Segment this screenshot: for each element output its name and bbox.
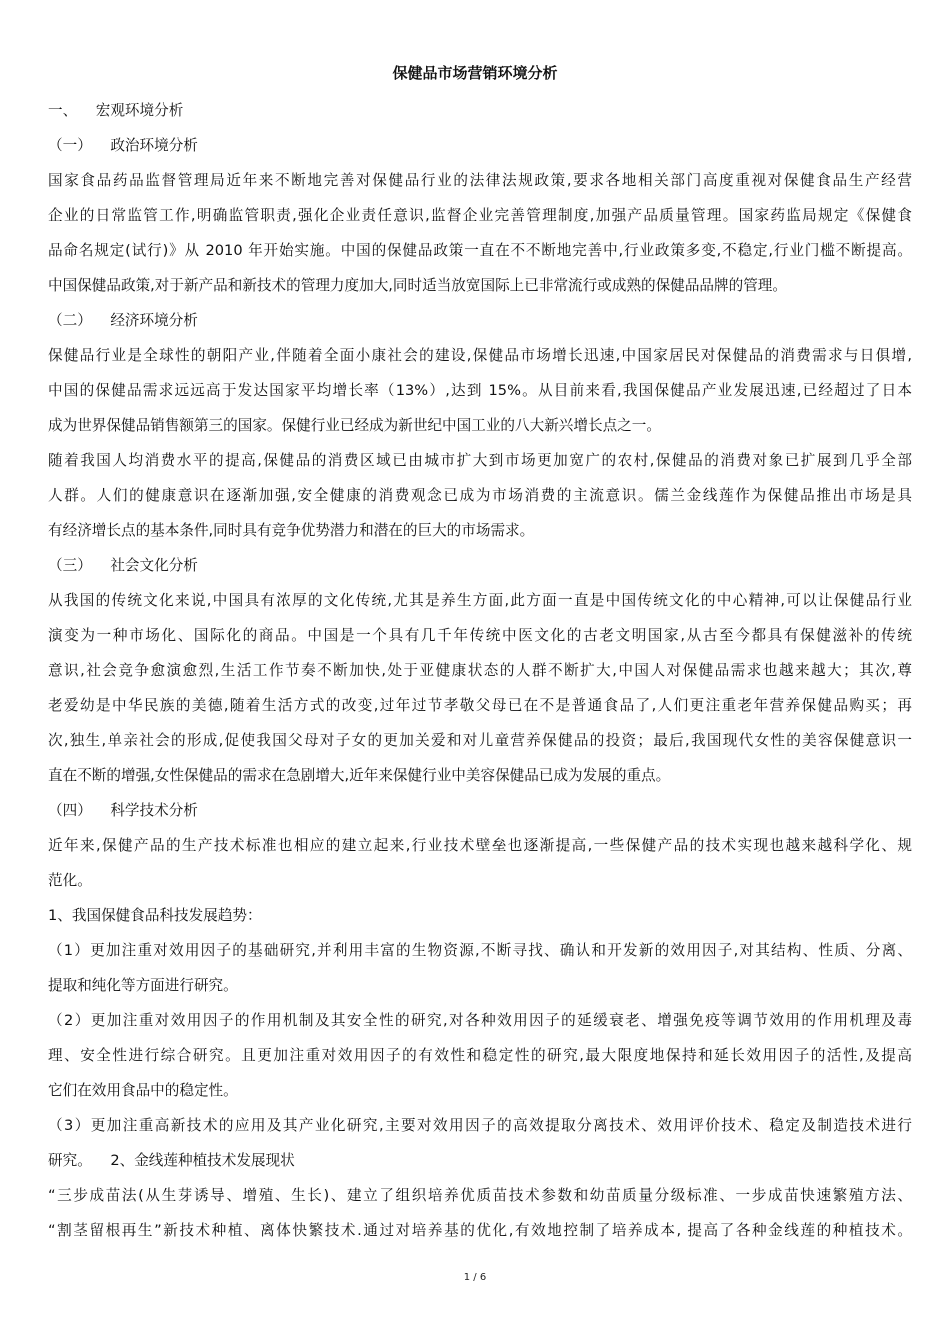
paragraph-line: 有经济增长点的基本条件,同时具有竞争优势潜力和潜在的巨大的市场需求。 (48, 522, 535, 539)
list-heading: 1、我国保健食品科技发展趋势： (48, 907, 262, 924)
paragraph-line: 人群。人们的健康意识在逐渐加强,安全健康的消费观念已成为市场消费的主流意识。儒兰金线莲作为保健品推出市场是具 (48, 487, 912, 504)
paragraph-line: 随着我国人均消费水平的提高,保健品的消费区域已由城市扩大到市场更加宽广的农村,保健品的消费对象已扩展到几乎全部 (48, 452, 912, 469)
heading-economic-environment: （二） 经济环境分析 (48, 312, 198, 329)
heading-political-environment: （一） 政治环境分析 (48, 137, 198, 154)
paragraph-line: 直在不断的增强,女性保健品的需求在急剧增大,近年来保健行业中美容保健品已成为发展的重点。 (48, 767, 671, 784)
paragraph-line: “三步成苗法(从生芽诱导、增殖、生长)、建立了组织培养优质苗技术参数和幼苗质量分级标准、一步成苗快速繁殖方法、 (48, 1187, 912, 1204)
paragraph-line: 次,独生,单亲社会的形成,促使我国父母对子女的更加关爱和对儿童营养保健品的投资；最后,我国现代女性的美容保健意识一 (48, 732, 912, 749)
list-item-line: （1）更加注重对效用因子的基础研究,并利用丰富的生物资源,不断寻找、确认和开发新的效用因子,对其结构、性质、分离、 (48, 942, 912, 959)
heading-social-culture: （三） 社会文化分析 (48, 557, 198, 574)
document-body (48, 93, 912, 1248)
paragraph-line: 中国的保健品需求远远高于发达国家平均增长率（13%）,达到 15%。从目前来看,我国保健品产业发展迅速,已经超过了日本 (48, 382, 912, 399)
heading-science-technology: （四） 科学技术分析 (48, 802, 198, 819)
paragraph-line: 保健品行业是全球性的朝阳产业,伴随着全面小康社会的建设,保健品市场增长迅速,中国家居民对保健品的消费需求与日俱增, (48, 347, 912, 364)
paragraph-line: 演变为一种市场化、国际化的商品。中国是一个具有几千年传统中医文化的古老文明国家,从古至今都具有保健滋补的传统 (48, 627, 912, 644)
list-item-line: （2）更加注重对效用因子的作用机制及其安全性的研究,对各种效用因子的延缓衰老、增强免疫等调节效用的作用机理及毒 (48, 1012, 912, 1029)
document-title: 保健品市场营销环境分析 (392, 64, 558, 82)
paragraph-line: 国家食品药品监督管理局近年来不断地完善对保健品行业的法律法规政策,要求各地相关部门高度重视对保健食品生产经营 (48, 172, 912, 189)
paragraph-line: 近年来,保健产品的生产技术标准也相应的建立起来,行业技术壁垒也逐渐提高,一些保健产品的技术实现也越来越科学化、规 (48, 837, 912, 854)
list-item-line: 它们在效用食品中的稳定性。 (48, 1082, 238, 1099)
paragraph-line: 范化。 (48, 872, 92, 889)
paragraph-line: 中国保健品政策,对于新产品和新技术的管理力度加大,同时适当放宽国际上已非常流行或成熟的保健品品牌的管理。 (48, 277, 787, 294)
paragraph-line: 老爱幼是中华民族的美德,随着生活方式的改变,过年过节孝敬父母已在不是普通食品了,人们更注重老年营养保健品购买；再 (48, 697, 912, 714)
list-item-line: 理、安全性进行综合研究。且更加注重对效用因子的有效性和稳定性的研究,最大限度地保持和延长效用因子的活性,及提高 (48, 1047, 912, 1064)
page-number: 1 / 6 (463, 1272, 487, 1283)
paragraph-line: 意识,社会竞争愈演愈烈,生活工作节奏不断加快,处于亚健康状态的人群不断扩大,中国人对保健品需求也越来越大；其次,尊 (48, 662, 912, 679)
paragraph-line: “割茎留根再生”新技术种植、离体快繁技术.通过对培养基的优化,有效地控制了培养成本, 提高了各种金线莲的种植技术。 (48, 1222, 912, 1239)
paragraph-line: 成为世界保健品销售额第三的国家。保健行业已经成为新世纪中国工业的八大新兴增长点之一。 (48, 417, 661, 434)
paragraph-line: 从我国的传统文化来说,中国具有浓厚的文化传统,尤其是养生方面,此方面一直是中国传统文化的中心精神,可以让保健品行业 (48, 592, 912, 609)
list-item-line: 研究。 2、金线莲种植技术发展现状 (48, 1152, 295, 1169)
list-item-line: （3）更加注重高新技术的应用及其产业化研究,主要对效用因子的高效提取分离技术、效用评价技术、稳定及制造技术进行 (48, 1117, 912, 1134)
heading-macro-environment: 一、 宏观环境分析 (48, 102, 184, 119)
list-item-line: 提取和纯化等方面进行研究。 (48, 977, 238, 994)
paragraph-line: 企业的日常监管工作,明确监管职责,强化企业责任意识,监督企业完善管理制度,加强产品质量管理。国家药监局规定《保健食 (48, 207, 912, 224)
paragraph-line: 品命名规定(试行)》从 2010 年开始实施。中国的保健品政策一直在不不断地完善中,行业政策多变,不稳定,行业门槛不断提高。 (48, 242, 912, 259)
